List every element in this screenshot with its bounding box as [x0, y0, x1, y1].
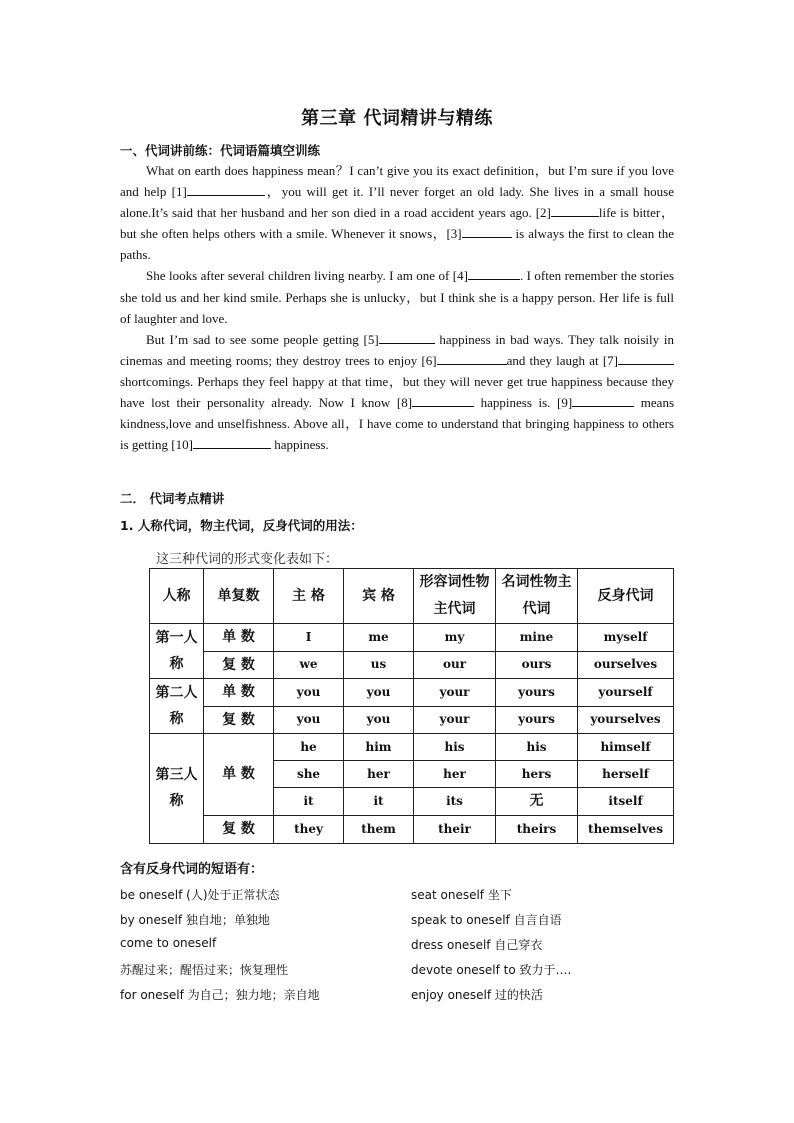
- blank-9[interactable]: [572, 394, 634, 407]
- blank-6[interactable]: [437, 352, 507, 365]
- table-row: [150, 734, 674, 761]
- person-first: 第一人称: [150, 624, 204, 679]
- table-cell: us: [344, 651, 414, 679]
- table-cell: theirs: [496, 815, 578, 843]
- passage-paragraph: She looks after several children living nearby. I am one of [4] . I often remember the stories she told us and her kind smile. Perhaps she is unlucky，but I think she is a happy person. Her life is full of laughter and love.: [120, 268, 674, 326]
- table-cell: yours: [496, 679, 578, 707]
- table-cell: ours: [496, 651, 578, 679]
- header-adj-possessive: 形容词性物主代词: [414, 569, 496, 624]
- table-cell: himself: [578, 734, 674, 761]
- table-cell: them: [344, 815, 414, 843]
- table-caption: 这三种代词的形式变化表如下：: [156, 552, 339, 567]
- phrase-item: come to oneself: [120, 936, 217, 950]
- cloze-passage: [120, 160, 674, 455]
- passage-paragraph: But I’m sad to see some people getting [5] happiness in bad ways. They talk noisily in cinemas and meeting rooms; they destroy trees to enjoy [6] and they laugh at [7] shortcomings. Perhaps they feel happy at that time，but they will never get true happiness because they have lost their personality already. Now I know [8] happiness is. [9] means kindness,love and unselfishness. Above all，I have come to understand that bringing happiness to others is getting [10] happiness.: [120, 331, 674, 453]
- section-heading-1: 一、代词讲前练：代词语篇填空训练: [120, 143, 321, 158]
- table-header-row: [150, 569, 674, 624]
- blank-4[interactable]: [468, 267, 520, 280]
- table-row: [150, 651, 674, 679]
- table-cell: I: [274, 624, 344, 652]
- phrase-item: 苏醒过来；醒悟过来；恢复理性: [120, 963, 289, 977]
- number-plural: 复 数: [204, 815, 274, 843]
- table-row: [150, 815, 674, 843]
- header-reflexive: 反身代词: [578, 569, 674, 624]
- table-cell: her: [414, 761, 496, 788]
- table-cell: you: [344, 679, 414, 707]
- number-singular: 单 数: [204, 624, 274, 652]
- blank-1[interactable]: [187, 183, 265, 196]
- table-cell: yourself: [578, 679, 674, 707]
- table-cell: his: [414, 734, 496, 761]
- phrases-heading: 含有反身代词的短语有：: [120, 862, 264, 877]
- table-cell: hers: [496, 761, 578, 788]
- section-heading-2: 二． 代词考点精讲: [120, 491, 225, 506]
- phrase-item: for oneself 为自己；独力地；亲自地: [120, 988, 320, 1002]
- number-plural: 复 数: [204, 706, 274, 734]
- table-cell: my: [414, 624, 496, 652]
- table-cell: ourselves: [578, 651, 674, 679]
- table-cell: 无: [496, 788, 578, 816]
- header-object: 宾 格: [344, 569, 414, 624]
- table-cell: herself: [578, 761, 674, 788]
- table-cell: you: [344, 706, 414, 734]
- table-row: [150, 624, 674, 652]
- blank-5[interactable]: [379, 331, 435, 344]
- phrase-item: enjoy oneself 过的快活: [411, 988, 543, 1002]
- table-cell: yours: [496, 706, 578, 734]
- header-number: 单复数: [204, 569, 274, 624]
- table-cell: he: [274, 734, 344, 761]
- number-singular: 单 数: [204, 679, 274, 707]
- person-third: 第三人称: [150, 734, 204, 843]
- passage-paragraph: What on earth does happiness mean？I can’t give you its exact definition，but I’m sure if you love and help [1] ，you will get it. I’ll never forget an old lady. She lives in a small house alone.It’s said that her husband and her son died in a road accident years ago. [2] life is bitter，but she often helps others with a smile. Whenever it snows，[3] is always the first to clean the paths.: [120, 163, 674, 263]
- table-cell: itself: [578, 788, 674, 816]
- table-row: [150, 679, 674, 707]
- table-cell: it: [274, 788, 344, 816]
- header-subject: 主 格: [274, 569, 344, 624]
- table-cell: it: [344, 788, 414, 816]
- number-plural: 复 数: [204, 651, 274, 679]
- table-cell: yourselves: [578, 706, 674, 734]
- phrase-item: by oneself 独自地；单独地: [120, 913, 270, 927]
- table-cell: they: [274, 815, 344, 843]
- table-cell: myself: [578, 624, 674, 652]
- table-cell: we: [274, 651, 344, 679]
- blank-8[interactable]: [412, 394, 474, 407]
- table-row: [150, 706, 674, 734]
- table-cell: your: [414, 679, 496, 707]
- phrase-item: devote oneself to 致力于….: [411, 963, 572, 977]
- phrase-item: seat oneself 坐下: [411, 888, 512, 902]
- phrase-item: be oneself (人)处于正常状态: [120, 888, 280, 902]
- blank-10[interactable]: [193, 436, 271, 449]
- table-cell: her: [344, 761, 414, 788]
- blank-7[interactable]: [618, 352, 674, 365]
- header-noun-possessive: 名词性物主代词: [496, 569, 578, 624]
- phrase-item: speak to oneself 自言自语: [411, 913, 562, 927]
- header-person: 人称: [150, 569, 204, 624]
- table-cell: mine: [496, 624, 578, 652]
- phrase-item: dress oneself 自己穿衣: [411, 938, 543, 952]
- person-second: 第二人称: [150, 679, 204, 734]
- table-cell: me: [344, 624, 414, 652]
- blank-2[interactable]: [551, 204, 599, 217]
- table-cell: she: [274, 761, 344, 788]
- table-cell: you: [274, 706, 344, 734]
- table-cell: you: [274, 679, 344, 707]
- table-cell: him: [344, 734, 414, 761]
- table-cell: themselves: [578, 815, 674, 843]
- number-singular: 单 数: [204, 734, 274, 816]
- table-cell: his: [496, 734, 578, 761]
- blank-3[interactable]: [462, 225, 512, 238]
- table-cell: its: [414, 788, 496, 816]
- table-cell: our: [414, 651, 496, 679]
- page-title: 第三章 代词精讲与精练: [301, 108, 493, 129]
- table-cell: your: [414, 706, 496, 734]
- table-cell: their: [414, 815, 496, 843]
- pronoun-table: [149, 568, 674, 844]
- subheading-pronoun-usage: 1. 人称代词，物主代词，反身代词的用法：: [120, 518, 363, 533]
